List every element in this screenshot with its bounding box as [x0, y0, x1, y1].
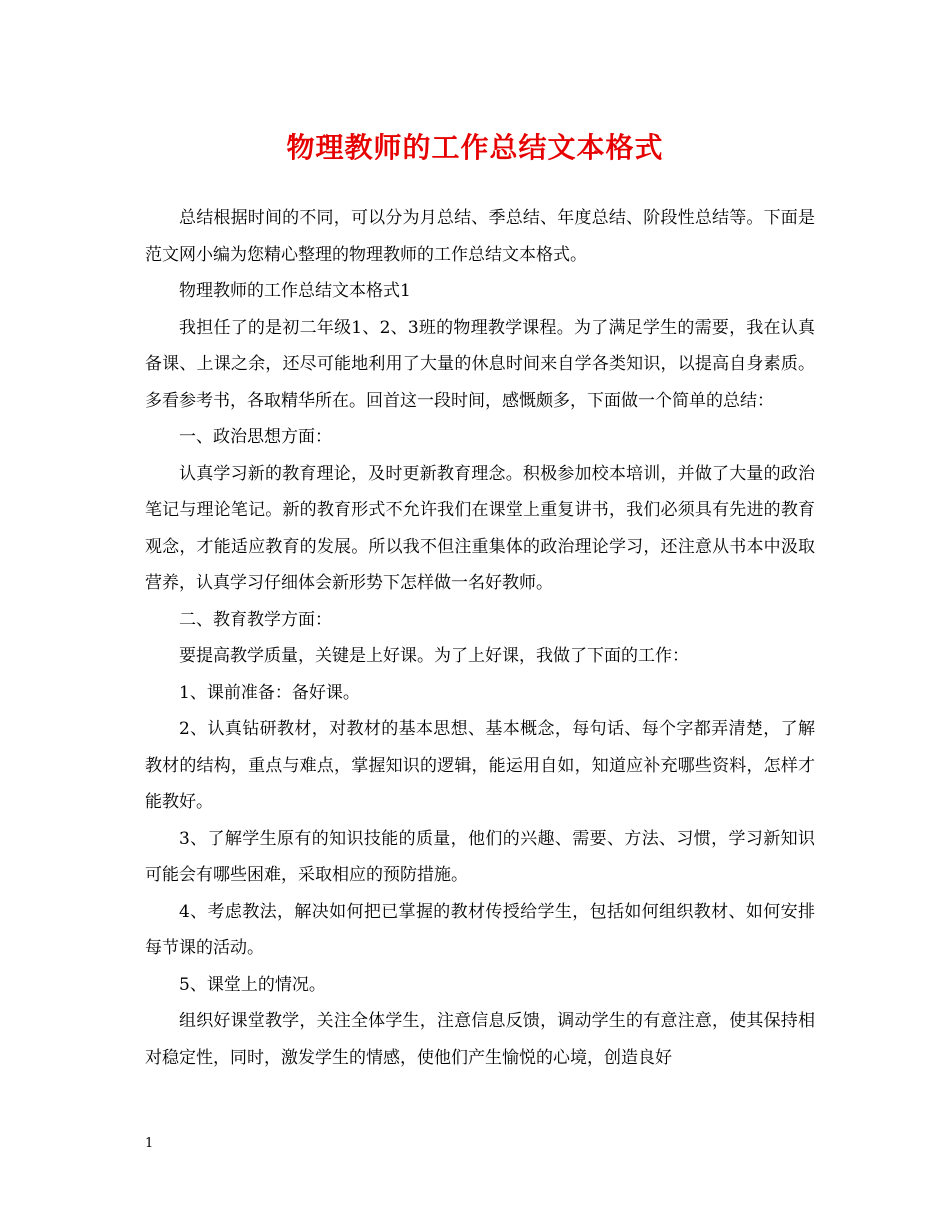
paragraph-section-heading: 物理教师的工作总结文本格式1 — [179, 281, 411, 301]
paragraph-political-content: 认真学习新的教育理论，及时更新教育理念。积极参加校本培训，并做了大量的政治笔记与理论笔记。新的教育形式不允许我们在课堂上重复讲书，我们必须具有先进的教育观念，才能适应教育的发展。所以我不但注重集体的政治理论学习，还注意从书本中汲取营养，认真学习仔细体会新形势下怎样做一名好教师。 — [145, 463, 815, 593]
paragraph-education-intro: 要提高教学质量，关键是上好课。为了上好课，我做了下面的工作： — [179, 646, 689, 666]
paragraph-item-4: 4、考虑教法，解决如何把已掌握的教材传授给学生，包括如何组织教材、如何安排每节课的活动。 — [145, 901, 815, 958]
paragraph-item-5: 5、课堂上的情况。 — [179, 974, 326, 995]
paragraph-classroom: 组织好课堂教学，关注全体学生，注意信息反馈，调动学生的有意注意，使其保持相对稳定性，同时，激发学生的情感，使他们产生愉悦的心境，创造良好 — [145, 1011, 815, 1068]
paragraph-political-heading: 一、政治思想方面： — [179, 427, 332, 447]
document-body — [145, 200, 815, 1076]
paragraph-item-3: 3、了解学生原有的知识技能的质量，他们的兴趣、需要、方法、习惯，学习新知识可能会有哪些困难，采取相应的预防措施。 — [145, 828, 815, 885]
paragraph-intro: 总结根据时间的不同，可以分为月总结、季总结、年度总结、阶段性总结等。下面是范文网小编为您精心整理的物理教师的工作总结文本格式。 — [145, 208, 815, 265]
page-number: 1 — [145, 1136, 154, 1151]
paragraph-item-1: 1、课前准备：备好课。 — [179, 682, 360, 703]
document-title: 物理教师的工作总结文本格式 — [286, 131, 664, 164]
paragraph-education-heading: 二、教育教学方面： — [179, 609, 332, 630]
paragraph-teaching-overview: 我担任了的是初二年级1、2、3班的物理教学课程。为了满足学生的需要，我在认真备课、上课之余，还尽可能地利用了大量的休息时间来自学各类知识，以提高自身素质。多看参考书，各取精华所在。回首这一段时间，感慨颇多，下面做一个简单的总结： — [145, 317, 815, 411]
paragraph-item-2: 2、认真钻研教材，对教材的基本思想、基本概念，每句话、每个字都弄清楚，了解教材的结构，重点与难点，掌握知识的逻辑，能运用自如，知道应补充哪些资料，怎样才能教好。 — [145, 719, 815, 812]
